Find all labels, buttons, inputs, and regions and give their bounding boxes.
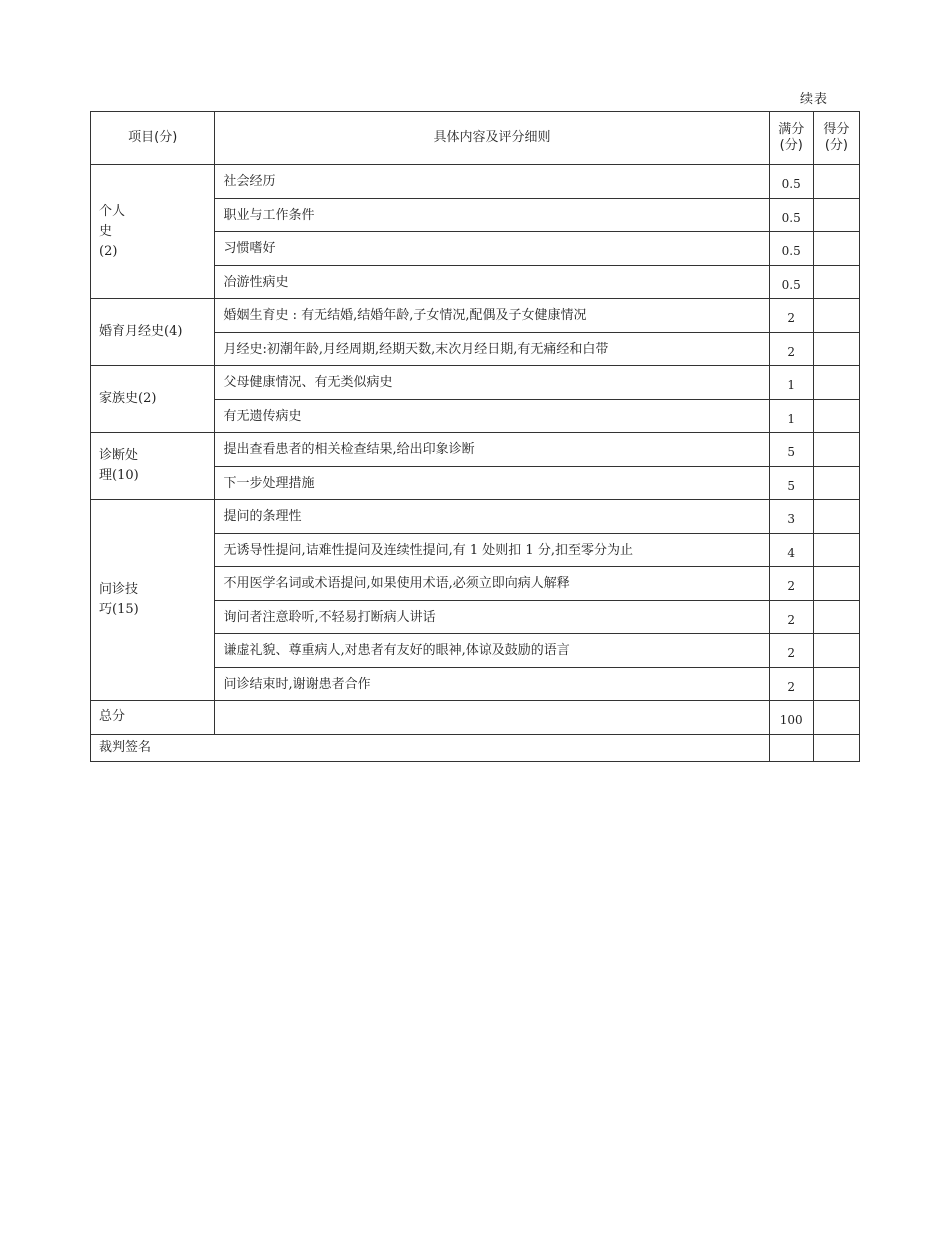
continued-label: 续表 bbox=[800, 92, 829, 107]
scoring-table bbox=[90, 111, 860, 762]
group-name-cell bbox=[91, 299, 215, 366]
total-label: 总分 bbox=[91, 701, 215, 735]
criteria-text: 有无遗传病史 bbox=[215, 399, 769, 433]
criteria-text: 婚姻生育史 : 有无结婚,结婚年龄,子女情况,配偶及子女健康情况 bbox=[215, 299, 769, 333]
criteria-text: 提出查看患者的相关检查结果,给出印象诊断 bbox=[215, 433, 769, 467]
group-name-cell bbox=[91, 500, 215, 701]
group-name-line: 史 bbox=[99, 223, 113, 239]
table-row bbox=[91, 433, 860, 467]
criteria-text: 职业与工作条件 bbox=[215, 198, 769, 232]
group-name-line: 个人 bbox=[99, 203, 126, 219]
score-input-cell[interactable] bbox=[813, 433, 859, 467]
full-score-value: 4 bbox=[769, 533, 813, 567]
score-input-cell[interactable] bbox=[813, 634, 859, 668]
table-body bbox=[91, 165, 860, 762]
criteria-text: 谦虚礼貌、尊重病人,对患者有友好的眼神,体谅及鼓励的语言 bbox=[215, 634, 769, 668]
total-row bbox=[91, 701, 860, 735]
table-row bbox=[91, 500, 860, 534]
criteria-text: 询问者注意聆听,不轻易打断病人讲话 bbox=[215, 600, 769, 634]
full-score-value: 2 bbox=[769, 600, 813, 634]
score-input-cell[interactable] bbox=[813, 667, 859, 701]
referee-row bbox=[91, 734, 860, 762]
criteria-text: 父母健康情况、有无类似病史 bbox=[215, 366, 769, 400]
criteria-text: 不用医学名词或术语提问,如果使用术语,必须立即向病人解释 bbox=[215, 567, 769, 601]
score-input-cell[interactable] bbox=[813, 600, 859, 634]
full-score-value: 0.5 bbox=[769, 265, 813, 299]
group-name-cell bbox=[91, 366, 215, 433]
group-name-line: 巧(15) bbox=[99, 602, 139, 617]
group-name-cell bbox=[91, 165, 215, 299]
score-input-cell[interactable] bbox=[813, 533, 859, 567]
criteria-text: 问诊结束时,谢谢患者合作 bbox=[215, 667, 769, 701]
group-name-line: (2) bbox=[99, 243, 118, 259]
group-name-cell bbox=[91, 433, 215, 500]
header-got-score: 得分(分) bbox=[813, 112, 859, 165]
full-score-value: 1 bbox=[769, 366, 813, 400]
total-content-empty bbox=[215, 701, 769, 735]
score-input-cell[interactable] bbox=[813, 265, 859, 299]
referee-empty-cell[interactable] bbox=[813, 734, 859, 762]
criteria-text: 习惯嗜好 bbox=[215, 232, 769, 266]
criteria-text: 无诱导性提问,诘难性提问及连续性提问,有 1 处则扣 1 分,扣至零分为止 bbox=[215, 533, 769, 567]
full-score-value: 2 bbox=[769, 634, 813, 668]
score-input-cell[interactable] bbox=[813, 232, 859, 266]
header-content: 具体内容及评分细则 bbox=[215, 112, 769, 165]
score-input-cell[interactable] bbox=[813, 165, 859, 199]
criteria-text: 冶游性病史 bbox=[215, 265, 769, 299]
group-name-line: 婚育月经史(4) bbox=[99, 324, 183, 339]
criteria-text: 下一步处理措施 bbox=[215, 466, 769, 500]
score-input-cell[interactable] bbox=[813, 198, 859, 232]
score-input-cell[interactable] bbox=[813, 567, 859, 601]
score-input-cell[interactable] bbox=[813, 366, 859, 400]
criteria-text: 月经史:初潮年龄,月经周期,经期天数,末次月经日期,有无痛经和白带 bbox=[215, 332, 769, 366]
header-row bbox=[91, 112, 860, 165]
total-got-score-cell[interactable] bbox=[813, 701, 859, 735]
score-input-cell[interactable] bbox=[813, 466, 859, 500]
referee-signature-label: 裁判签名 bbox=[91, 734, 770, 762]
header-full-score: 满分(分) bbox=[769, 112, 813, 165]
full-score-value: 2 bbox=[769, 332, 813, 366]
full-score-value: 0.5 bbox=[769, 198, 813, 232]
group-name-line: 理(10) bbox=[99, 468, 139, 483]
group-name-line: 家族史(2) bbox=[99, 391, 157, 406]
score-input-cell[interactable] bbox=[813, 500, 859, 534]
score-input-cell[interactable] bbox=[813, 399, 859, 433]
total-score-value: 100 bbox=[769, 701, 813, 735]
full-score-value: 1 bbox=[769, 399, 813, 433]
full-score-value: 0.5 bbox=[769, 232, 813, 266]
score-input-cell[interactable] bbox=[813, 332, 859, 366]
full-score-value: 2 bbox=[769, 299, 813, 333]
full-score-value: 5 bbox=[769, 433, 813, 467]
criteria-text: 社会经历 bbox=[215, 165, 769, 199]
table-row bbox=[91, 299, 860, 333]
full-score-value: 3 bbox=[769, 500, 813, 534]
score-input-cell[interactable] bbox=[813, 299, 859, 333]
group-name-line: 诊断处 bbox=[99, 448, 139, 463]
table-row bbox=[91, 165, 860, 199]
table-row bbox=[91, 366, 860, 400]
referee-empty-cell[interactable] bbox=[769, 734, 813, 762]
group-name-line: 问诊技 bbox=[99, 582, 139, 597]
full-score-value: 0.5 bbox=[769, 165, 813, 199]
header-item: 项目(分) bbox=[91, 112, 215, 165]
full-score-value: 2 bbox=[769, 667, 813, 701]
full-score-value: 5 bbox=[769, 466, 813, 500]
full-score-value: 2 bbox=[769, 567, 813, 601]
criteria-text: 提问的条理性 bbox=[215, 500, 769, 534]
